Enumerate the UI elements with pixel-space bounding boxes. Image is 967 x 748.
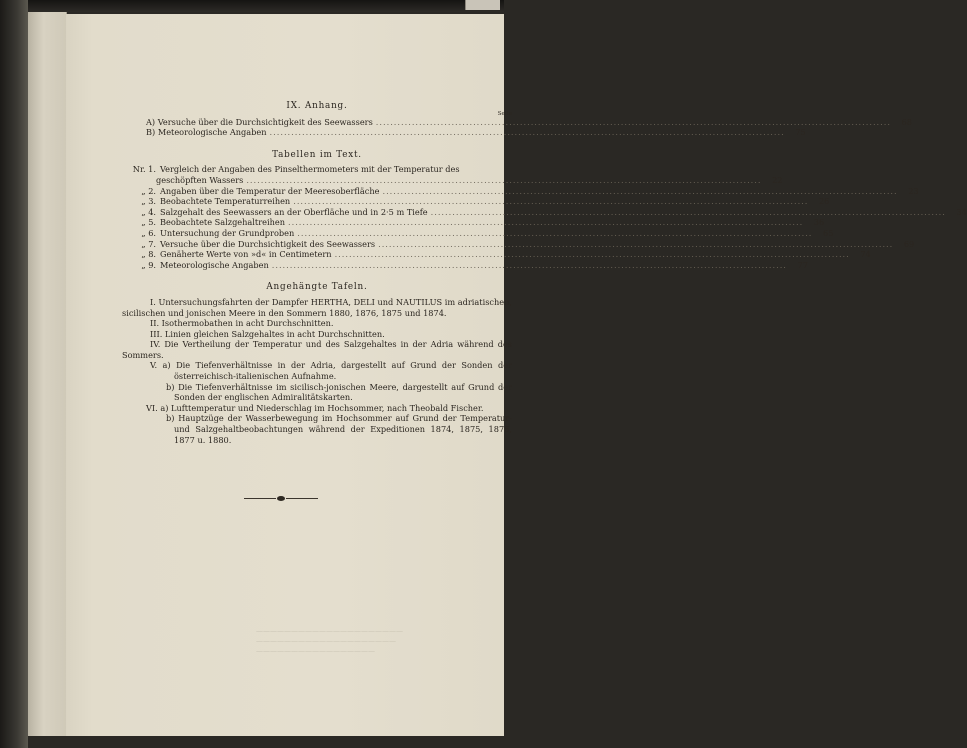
table-entry [122,217,825,228]
toc-entry-label: B) Meteorologische Angaben [146,127,267,138]
table-entry-label: Versuche über die Durchsichtigkeit des Seewassers [160,238,376,249]
table-entry-number: „ 7. [141,238,156,249]
plate-entry: b) Hauptzüge der Wasserbewegung im Hochsommer auf Grund der Temperatur- und Salzgehaltbeobachtungen während der Expeditionen 1874, 1875, 1876, 1877 u. 1880. [166,413,512,445]
table-entry-number: „ 9. [141,259,156,270]
table-entry-page: 65 [822,227,834,238]
table-entry-label: Beobachtete Temperaturreihen [160,196,291,207]
toc-entry-page: 68 [901,116,912,127]
table-entry-number: „ 8. [141,249,156,260]
table-entry-number: „ 5. [141,217,156,228]
table-entry-label: Genäherte Werte von »d« in Centimetern [160,249,332,260]
table-entry-page: 23 [908,185,919,196]
plate-entry: IV. Die Vertheilung der Temperatur und des Salzgehaltes in der Adria während des Sommers. [122,339,512,360]
table-entry-page: 77 [797,259,808,270]
toc-entry [122,127,806,138]
table-entry [122,164,783,185]
plate-entry: b) Die Tiefenverhältnisse im sicilisch-jonischen Meere, dargestellt auf Grund der Sonden der englischen Admiralitätskarten. [166,381,512,403]
leader-dots [376,117,891,128]
table-entry-page: 34 [956,206,967,217]
table-entry [122,249,871,260]
leader-dots [382,186,897,197]
leader-dots [246,175,761,186]
table-entry-number: Nr. 1. [132,164,156,175]
plate-entry: V. a) Die Tiefenverhältnisse in der Adria, dargestellt auf Grund der Sonden der österreichisch-italienischen Aufnahme. [150,360,512,382]
table-entry-number: „ 4. [141,206,156,217]
page-content [122,101,967,445]
offset-bleed-through: ————————————————————— ———————————————————— ————————————————— [256,627,403,655]
plate-entry: I. Untersuchungsfahrten der Dampfer HERTHA, DELI und NAUTILUS im adriatischen, sicilischen und jonischen Meere in den Sommern 1880, 1876, 1875 und 1874. [122,296,512,318]
table-entry-number: „ 6. [141,227,156,238]
plate-entry: II. Isothermobathen in acht Durchschnitten. [150,318,334,329]
tabellen-title: Tabellen im Text. [272,149,362,160]
table-entry [122,259,808,271]
table-entry-label: Angaben über die Temperatur der Meeresoberfläche [160,185,380,196]
anhang-title: IX. Anhang. [286,101,348,111]
table-entry-label: Meteorologische Angaben [160,259,269,270]
book-binding [0,0,28,748]
leader-dots [293,196,808,207]
table-entry-page: 69 [903,238,915,249]
leader-dots [335,249,850,260]
ornamental-rule [244,496,318,501]
table-entry-number: „ 2. [141,185,156,196]
table-entry-page: 36 [813,217,825,228]
leader-dots [297,228,812,239]
book-page [66,14,967,736]
toc-entry-page: 75 [795,127,806,138]
corner-label [465,0,500,10]
leader-dots [431,207,946,218]
facing-page-edge [28,12,67,736]
table-entry-number: „ 3. [141,196,156,207]
table-entry-label: Salzgehalt des Seewassers an der Oberfläche und in 2·5 m Tiefe [160,206,428,217]
table-entry [122,185,919,197]
toc-entry [122,116,912,128]
table-entry-page: 74 [860,249,871,260]
leader-dots [270,127,785,138]
leader-dots [272,260,787,271]
plate-entry: VI. a) Lufttemperatur und Niederschlag im Hochsommer, nach Theobald Fischer. [146,402,484,413]
plate-entry: III. Linien gleichen Salzgehaltes in acht Durchschnitten. [150,328,385,339]
book-edge-top [0,0,504,12]
seite-label: Seite [497,110,512,117]
table-entry-label-cont: geschöpften Wassers [156,174,244,185]
leader-dots [378,239,893,250]
table-entry-page: 26 [818,196,830,207]
table-entry-page: 22 [772,174,783,185]
tafeln-title: Angehängte Tafeln. [266,282,368,293]
table-entry [122,238,915,250]
table-entry-label: Vergleich der Angaben des Pinselthermometers mit der Temperatur des [160,164,460,175]
table-entry [122,227,834,239]
table-entry-label: Untersuchung der Grundproben [160,227,295,238]
toc-entry-label: A) Versuche über die Durchsichtigkeit des Seewassers [146,116,373,127]
table-entry [122,206,967,218]
table-entry [122,196,830,207]
leader-dots [288,217,803,228]
table-entry-label: Beobachtete Salzgehaltreihen [160,217,285,228]
